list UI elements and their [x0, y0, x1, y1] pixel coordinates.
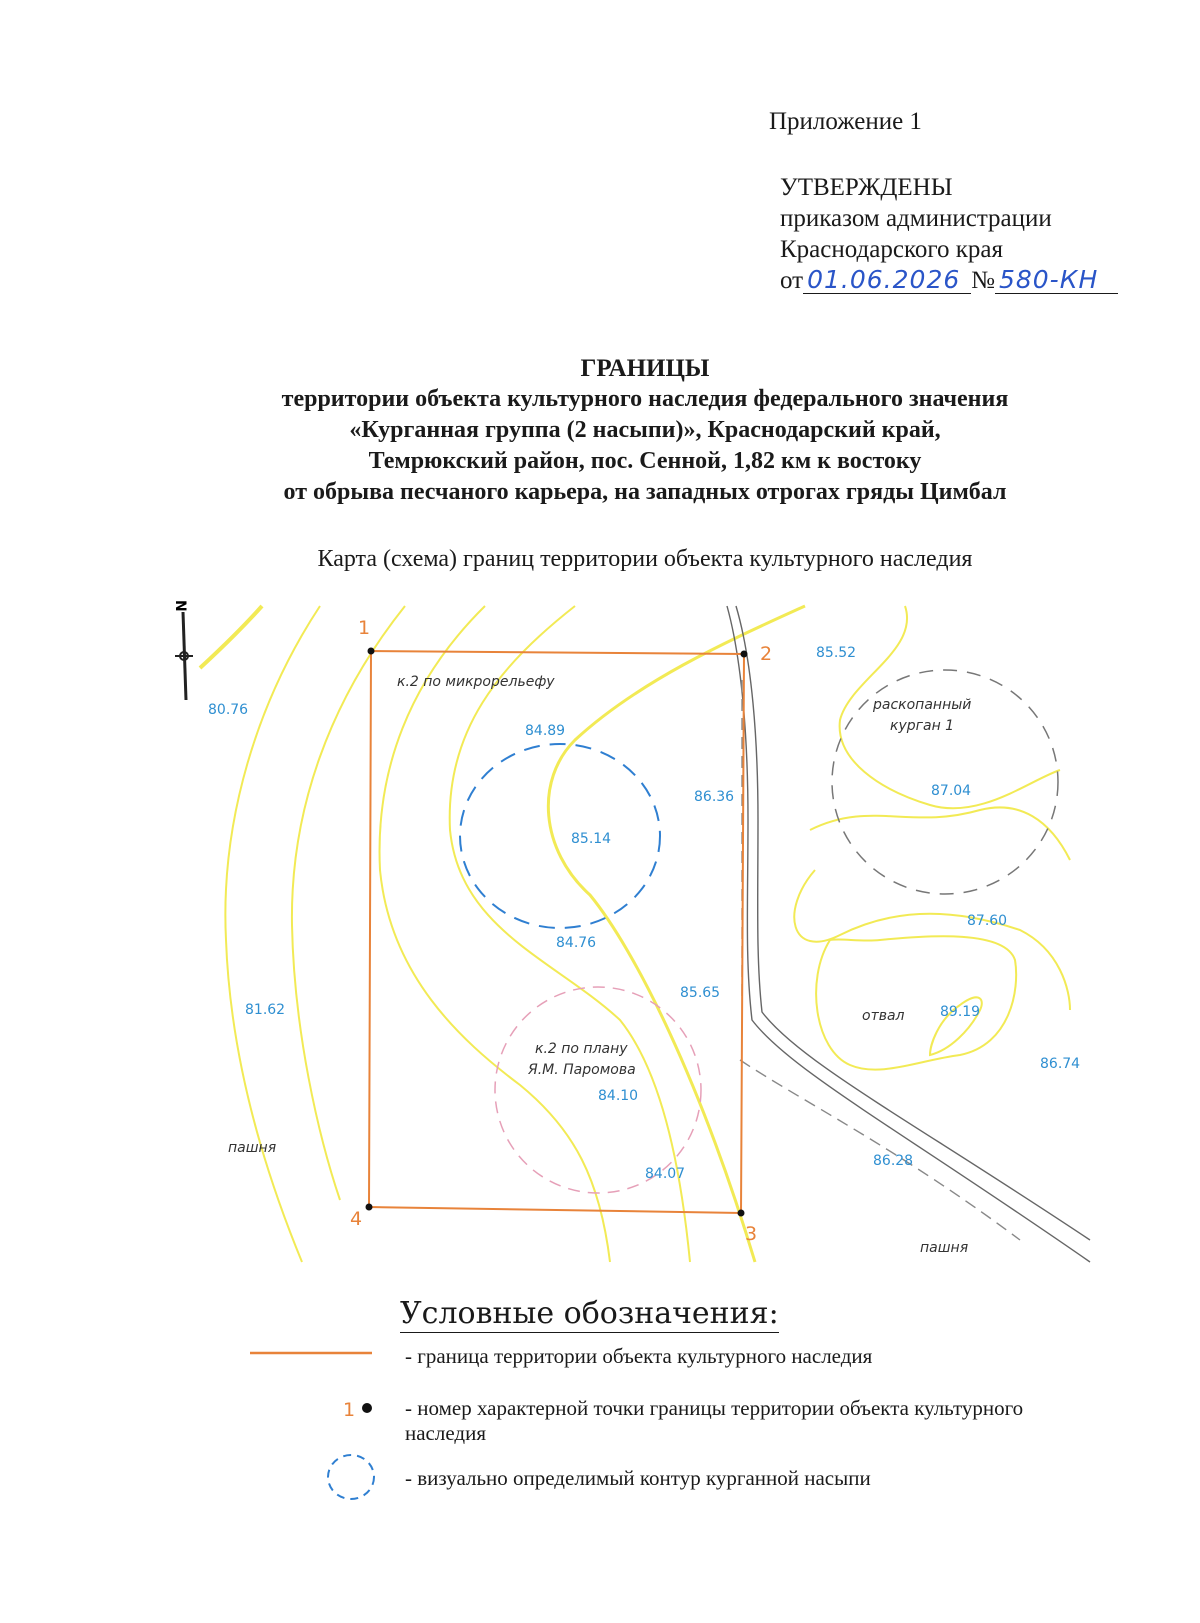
- approval-line-3: Краснодарского края: [780, 236, 1003, 263]
- point-number-1: 1: [358, 617, 371, 639]
- elevation-label: 86.36: [694, 789, 735, 805]
- elevation-label: 85.14: [571, 831, 612, 847]
- elevation-label: 86.74: [1040, 1056, 1081, 1072]
- legend-item-mound: - визуально определимый контур курганной насыпи: [405, 1466, 871, 1490]
- legend-item-point: - номер характерной точки границы территории объекта культурного наследия: [405, 1396, 1024, 1445]
- north-label: N: [172, 600, 188, 612]
- number-prefix: №: [971, 267, 995, 294]
- contour-line: [816, 936, 1016, 1069]
- legend-mound-contour: [328, 1455, 374, 1499]
- approval-line-1: УТВЕРЖДЕНЫ: [780, 174, 953, 201]
- handwritten-date: 01.06.2026: [807, 265, 961, 294]
- legend-item-boundary: - граница территории объекта культурного наследия: [405, 1344, 873, 1368]
- note-field-bottom: пашня: [920, 1240, 969, 1256]
- approval-line-2: приказом администрации: [780, 205, 1052, 232]
- point-number-3: 3: [745, 1223, 758, 1245]
- elevation-label: 85.52: [816, 645, 857, 661]
- elevation-label: 85.65: [680, 985, 721, 1001]
- note-k2-microrelief: к.2 по микрорельефу: [397, 674, 555, 690]
- appendix-label: Приложение 1: [769, 108, 922, 135]
- contour-line: [810, 807, 1070, 860]
- boundary-point-3: [738, 1210, 745, 1217]
- mound-contour: [460, 744, 660, 928]
- boundary-point-1: [368, 648, 375, 655]
- contour-line: [292, 606, 405, 1200]
- title-line-1: территории объекта культурного наследия федерального значения: [281, 386, 1009, 412]
- note-field-left: пашня: [228, 1140, 277, 1156]
- title-line-4: от обрыва песчаного карьера, на западных отрогах гряды Цимбал: [283, 479, 1007, 505]
- note-plan-1: к.2 по плану: [535, 1041, 628, 1057]
- contour-line: [380, 606, 610, 1262]
- elevation-label: 84.07: [645, 1166, 686, 1182]
- elevation-label: 81.62: [245, 1002, 286, 1018]
- north-arrow: [172, 600, 193, 700]
- map-subtitle: Карта (схема) границ территории объекта культурного наследия: [317, 546, 973, 572]
- handwritten-number: 580-КН: [998, 265, 1099, 294]
- boundary-point-2: [741, 651, 748, 658]
- elevation-label: 80.76: [208, 702, 249, 718]
- contour-line: [200, 606, 262, 668]
- elevation-label: 84.76: [556, 935, 597, 951]
- note-plan-2: Я.М. Паромова: [528, 1062, 636, 1078]
- note-dump: отвал: [862, 1008, 905, 1024]
- legend-title: Условные обозначения:: [400, 1296, 779, 1331]
- date-prefix: от: [780, 267, 804, 294]
- legend-point-dot: [362, 1403, 372, 1413]
- note-excavated-kurgan-2: курган 1: [890, 718, 955, 734]
- point-number-4: 4: [350, 1208, 363, 1230]
- point-number-2: 2: [760, 643, 773, 665]
- title-line-2: «Курганная группа (2 насыпи)», Краснодарский край,: [349, 417, 941, 443]
- legend-point-number: 1: [343, 1399, 356, 1421]
- boundary-point-4: [366, 1204, 373, 1211]
- elevation-label: 86.28: [873, 1153, 914, 1169]
- title-main: ГРАНИЦЫ: [580, 355, 710, 382]
- elevation-label: 84.10: [598, 1088, 639, 1104]
- elevation-label: 89.19: [940, 1004, 981, 1020]
- title-line-3: Темрюкский район, пос. Сенной, 1,82 км к востоку: [368, 448, 922, 474]
- note-excavated-kurgan-1: раскопанный: [873, 697, 972, 713]
- elevation-label: 84.89: [525, 723, 566, 739]
- elevation-label: 87.04: [931, 783, 972, 799]
- elevation-label: 87.60: [967, 913, 1008, 929]
- contour-line: [450, 606, 690, 1262]
